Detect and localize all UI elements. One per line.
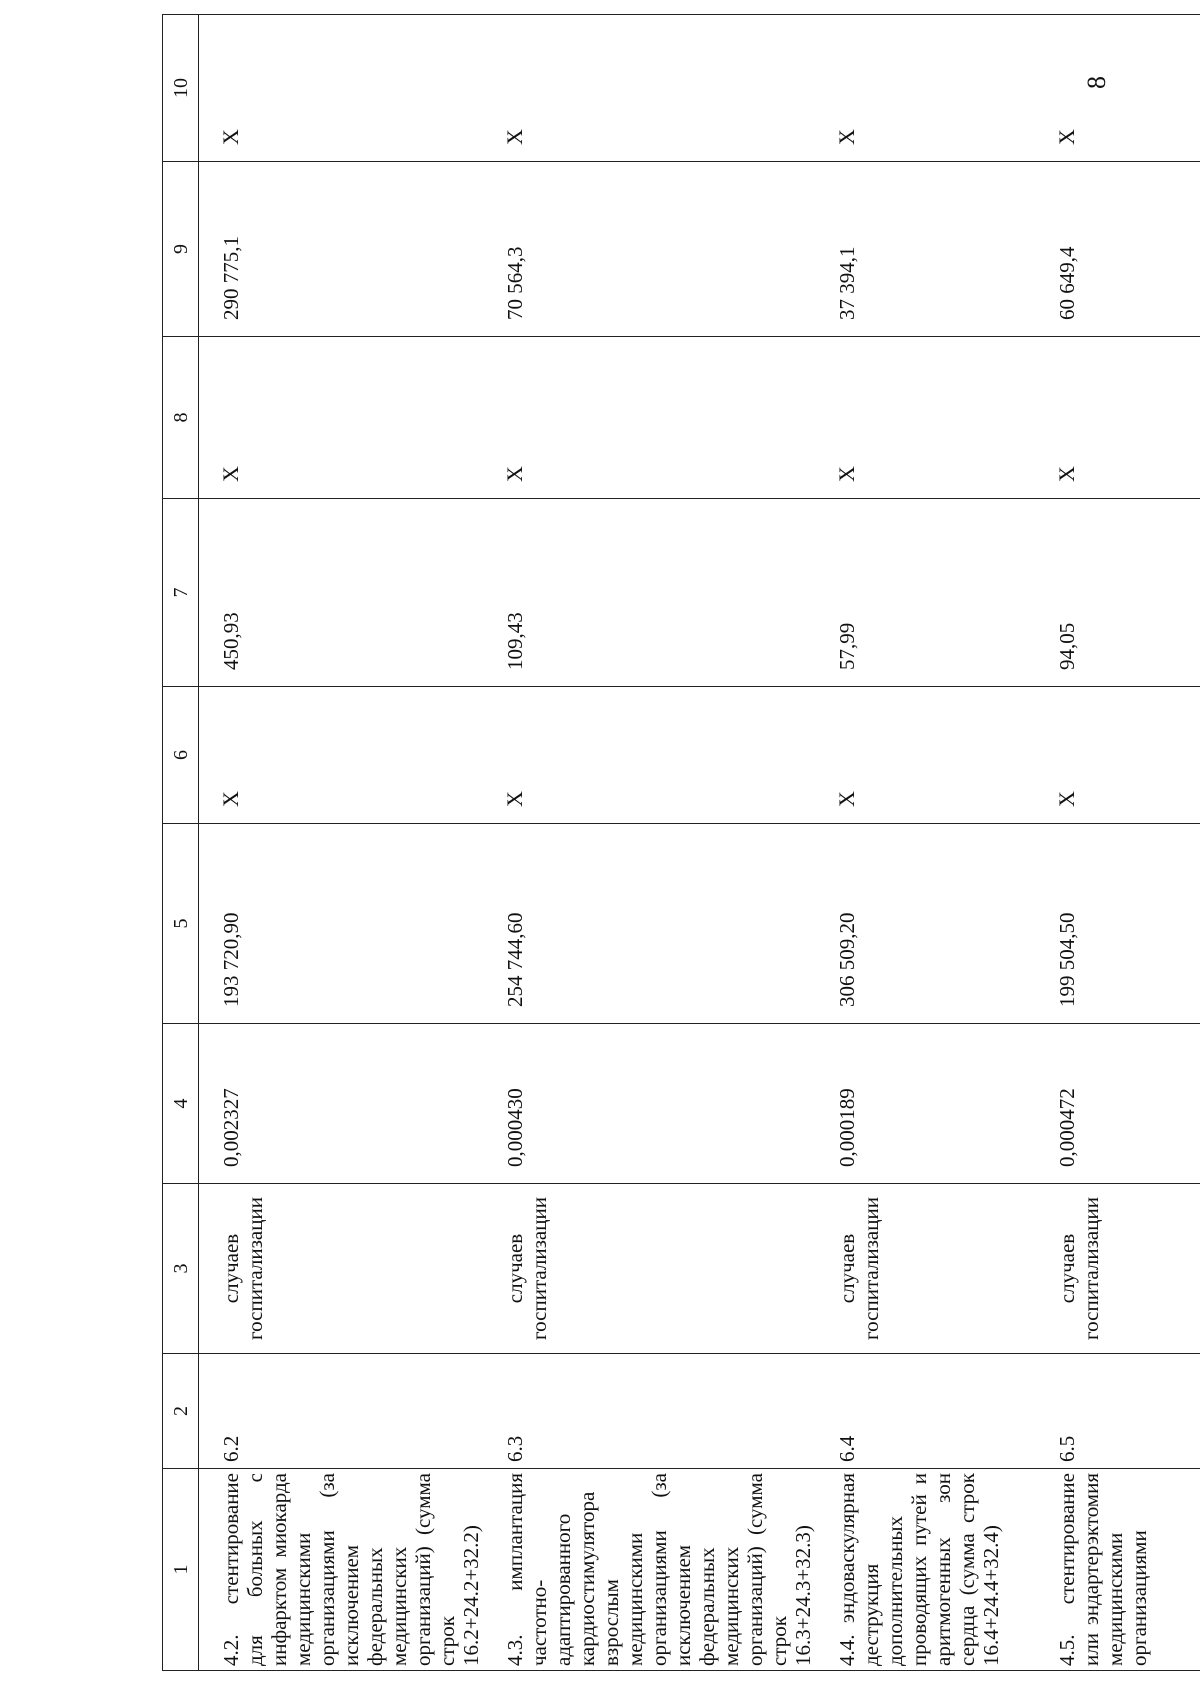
value-cell-col7: 94,05 [1035, 499, 1200, 687]
column-header: 6 [163, 687, 199, 824]
row-name: 4.3. имплантация частотно-адаптированного кардиостимулятора взрослым медицинскими организациями (за исключением федеральных медицинских организаций) (сумма строк 16.3+24.3+32.3) [503, 1473, 815, 1666]
value-cell-col9: 37 394,1 [815, 162, 1035, 337]
value-cell-col5: 199 504,50 [1035, 824, 1200, 1024]
value-cell-col8: X [815, 337, 1035, 499]
value-cell-col5: 306 509,20 [815, 824, 1035, 1024]
value-cell-col7: 57,99 [815, 499, 1035, 687]
value-cell-col9: 290 775,1 [199, 162, 484, 337]
row-name-cell [199, 1469, 484, 1671]
line-number-cell: 6.3 [483, 1354, 815, 1469]
data-table [162, 14, 1200, 1671]
unit-cell: случаев госпитализации [1035, 1184, 1200, 1354]
line-number-cell: 6.4 [815, 1354, 1035, 1469]
column-header: 9 [163, 162, 199, 337]
value-cell-col9: 70 564,3 [483, 162, 815, 337]
line-number-cell: 6.5 [1035, 1354, 1200, 1469]
unit-cell: случаев госпитализации [199, 1184, 484, 1354]
table-header-row [163, 15, 199, 1671]
value-cell-col8: X [199, 337, 484, 499]
value-cell-col6: X [483, 687, 815, 824]
column-header: 1 [163, 1469, 199, 1671]
value-cell-col4: 0,000430 [483, 1024, 815, 1184]
table-row [1035, 15, 1200, 1671]
column-header: 5 [163, 824, 199, 1024]
line-number-cell: 6.2 [199, 1354, 484, 1469]
column-header: 4 [163, 1024, 199, 1184]
column-header: 10 [163, 15, 199, 162]
row-name-cell [815, 1469, 1035, 1671]
value-cell-col6: X [199, 687, 484, 824]
column-header: 2 [163, 1354, 199, 1469]
unit-cell: случаев госпитализации [815, 1184, 1035, 1354]
value-cell-col4: 0,000472 [1035, 1024, 1200, 1184]
value-cell-col6: X [815, 687, 1035, 824]
value-cell-col10: X [815, 15, 1035, 162]
value-cell-col8: X [1035, 337, 1200, 499]
row-name: 4.2. стентирование для больных с инфарктом миокарда медицинскими организациями (за исключением федеральных медицинских организаций) (сумма строк 16.2+24.2+32.2) [219, 1473, 483, 1666]
value-cell-col9: 60 649,4 [1035, 162, 1200, 337]
value-cell-col4: 0,000189 [815, 1024, 1035, 1184]
value-cell-col5: 193 720,90 [199, 824, 484, 1024]
value-cell-col7: 450,93 [199, 499, 484, 687]
value-cell-col7: 109,43 [483, 499, 815, 687]
row-name-cell [1035, 1469, 1200, 1671]
value-cell-col10: X [199, 15, 484, 162]
column-header: 7 [163, 499, 199, 687]
value-cell-col6: X [1035, 687, 1200, 824]
row-name-cell [483, 1469, 815, 1671]
value-cell-col4: 0,002327 [199, 1024, 484, 1184]
value-cell-col8: X [483, 337, 815, 499]
value-cell-col10: X [483, 15, 815, 162]
table-row [815, 15, 1035, 1671]
value-cell-col10: X [1035, 15, 1200, 162]
value-cell-col5: 254 744,60 [483, 824, 815, 1024]
unit-cell: случаев госпитализации [483, 1184, 815, 1354]
table-row [483, 15, 815, 1671]
column-header: 8 [163, 337, 199, 499]
row-name: 4.4. эндоваскулярная деструкция дополнительных проводящих путей и аритмогенных зон сердца (сумма строк 16.4+24.4+32.4) [835, 1473, 1003, 1666]
table-row [199, 15, 484, 1671]
column-header: 3 [163, 1184, 199, 1354]
row-name: 4.5. стентирование или эндартерэктомия медицинскими организациями [1055, 1473, 1151, 1666]
page-number: 8 [1082, 76, 1111, 89]
